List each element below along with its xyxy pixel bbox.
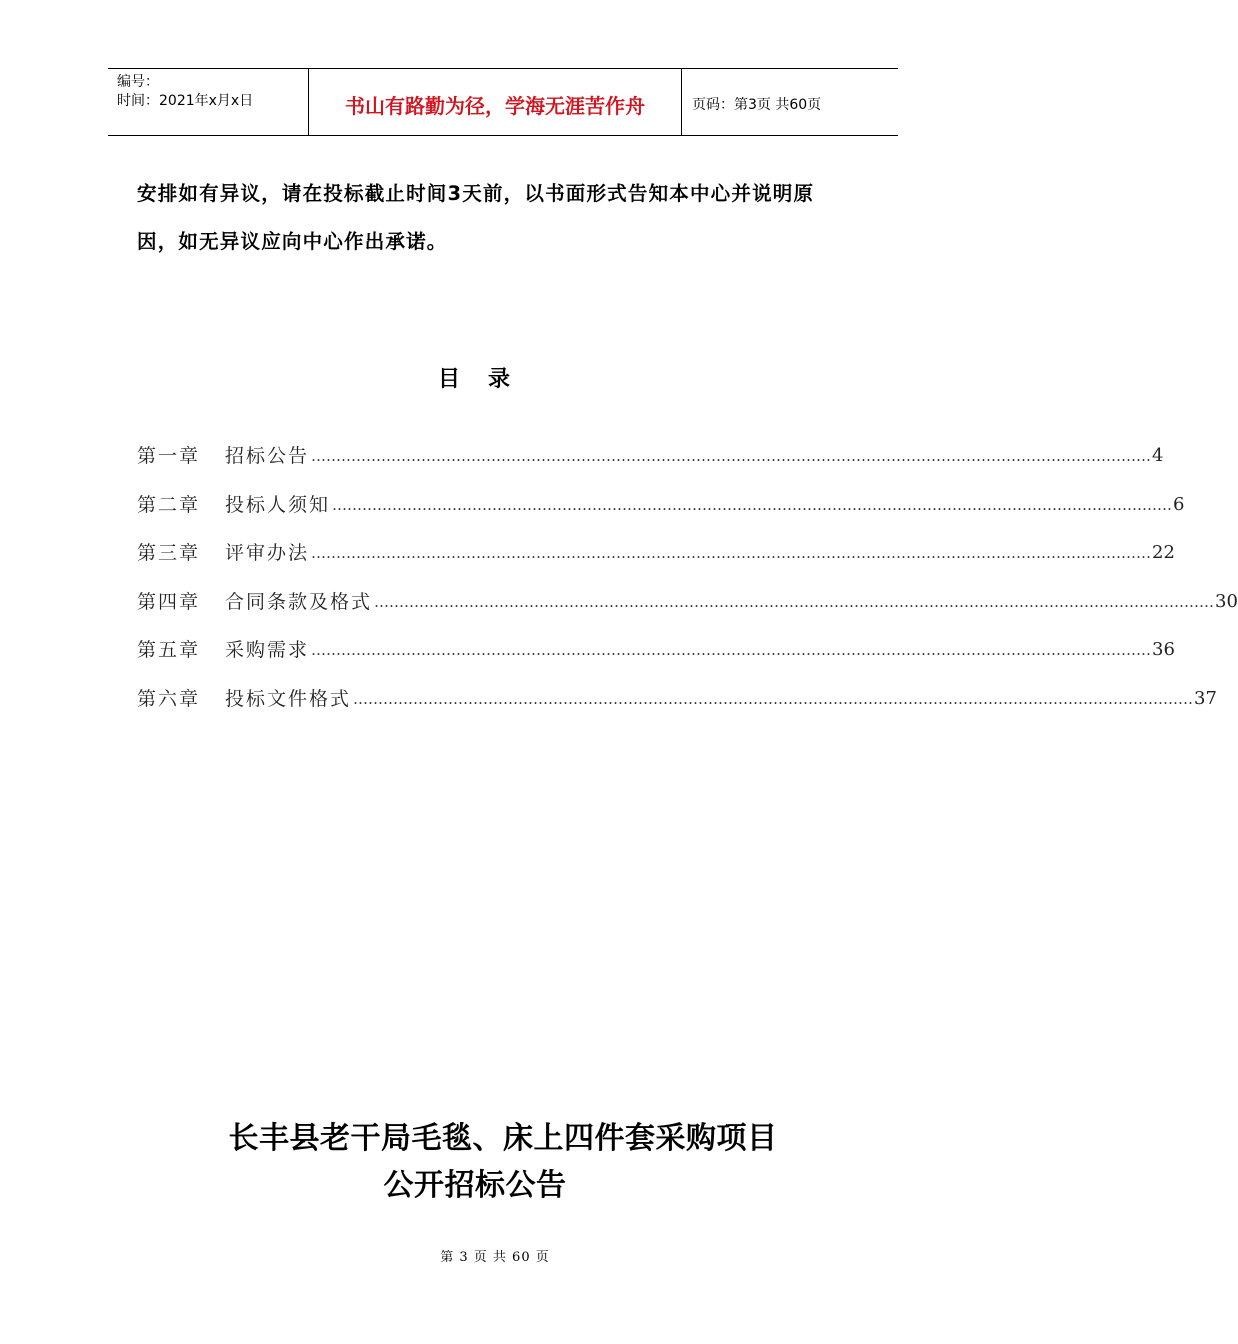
toc-leader-dots: …………………………………………………………………………………………………………………………………………………… (311, 641, 1152, 659)
toc-title-char-2: 录 (488, 367, 513, 392)
toc-name: 采购需求 (225, 639, 310, 661)
toc-entry[interactable] (137, 533, 1175, 582)
toc-entry[interactable] (137, 485, 1185, 534)
toc-chapter: 第一章 (137, 445, 201, 467)
toc-name: 投标文件格式 (225, 687, 352, 710)
toc-page: 6 (1173, 493, 1185, 515)
toc-page: 36 (1152, 639, 1175, 660)
notice-subtitle: 公开招标公告 (383, 1168, 567, 1203)
toc-leader-dots: …………………………………………………………………………………………………………………………………………………… (332, 495, 1173, 514)
toc-chapter: 第二章 (137, 493, 201, 516)
toc-leader-dots: …………………………………………………………………………………………………………………………………………………… (374, 592, 1215, 611)
toc-name: 评审办法 (225, 542, 310, 564)
toc-chapter: 第六章 (137, 687, 201, 710)
toc-name: 投标人须知 (225, 493, 331, 516)
page-header (108, 68, 898, 136)
toc-page: 30 (1215, 590, 1238, 612)
toc-entry[interactable] (137, 679, 1217, 728)
toc-leader-dots: …………………………………………………………………………………………………………………………………………………… (311, 447, 1152, 465)
table-of-contents (137, 436, 1238, 727)
intro-line-2: 因，如无异议应向中心作出承诺。 (137, 230, 448, 253)
toc-chapter: 第四章 (137, 590, 201, 613)
toc-title (0, 362, 950, 393)
serial-label: 编号： (117, 74, 159, 90)
toc-page: 22 (1152, 542, 1175, 563)
notice-title: 长丰县老干局毛毯、床上四件套采购项目 (228, 1121, 778, 1156)
toc-entry[interactable] (137, 582, 1238, 631)
time-label: 时间：2021年x月x日 (117, 93, 254, 109)
page-footer: 第 3 页 共 60 页 (440, 1250, 550, 1265)
toc-entry[interactable] (137, 630, 1175, 679)
toc-chapter: 第三章 (137, 542, 201, 564)
toc-leader-dots: …………………………………………………………………………………………………………………………………………………… (353, 689, 1194, 708)
header-meta (108, 69, 309, 135)
toc-name: 合同条款及格式 (225, 590, 373, 613)
toc-page: 37 (1194, 687, 1217, 709)
toc-page: 4 (1152, 445, 1164, 466)
intro-line-1: 安排如有异议，请在投标截止时间3天前，以书面形式告知本中心并说明原 (137, 182, 815, 205)
toc-leader-dots: …………………………………………………………………………………………………………………………………………………… (311, 544, 1152, 562)
toc-name: 招标公告 (225, 445, 310, 467)
toc-title-char-1: 目 (437, 367, 462, 392)
toc-entry[interactable] (137, 436, 1164, 485)
header-page-info: 页码：第3页 共60页 (692, 97, 822, 113)
header-motto: 书山有路勤为径，学海无涯苦作舟 (309, 69, 682, 135)
intro-paragraph (137, 170, 877, 266)
toc-chapter: 第五章 (137, 639, 201, 661)
